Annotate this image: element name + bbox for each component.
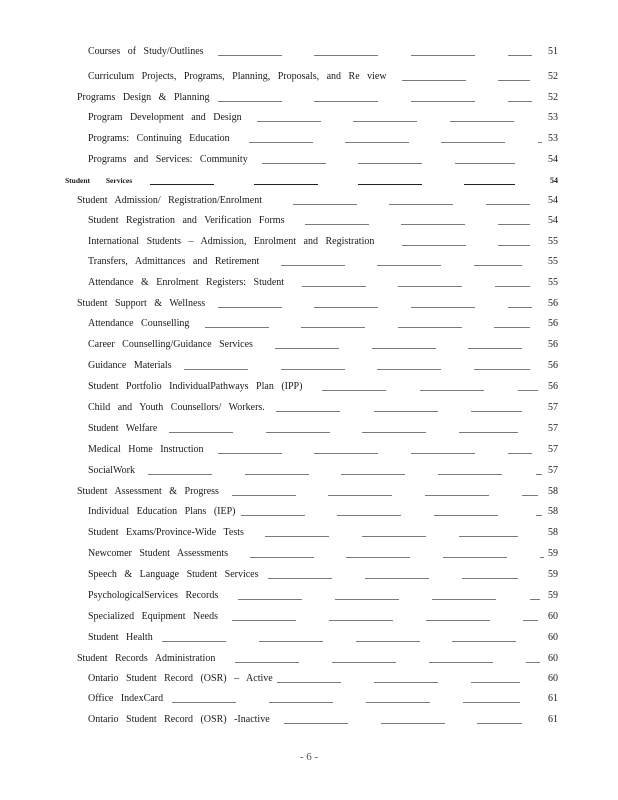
toc-leader-line xyxy=(411,101,475,102)
toc-entry[interactable] xyxy=(0,234,618,250)
toc-leader-line xyxy=(281,369,345,370)
toc-leader-line xyxy=(425,495,489,496)
toc-entry[interactable] xyxy=(0,630,618,646)
toc-entry-page: 56 xyxy=(548,298,558,309)
toc-leader-line xyxy=(402,80,466,81)
toc-leader-line xyxy=(468,348,522,349)
toc-entry-page: 53 xyxy=(548,133,558,144)
toc-entry[interactable] xyxy=(0,131,618,147)
toc-leader-line xyxy=(381,723,445,724)
toc-leader-line xyxy=(241,515,305,516)
toc-leader-line xyxy=(426,620,490,621)
toc-entry[interactable] xyxy=(0,275,618,291)
toc-leader-line xyxy=(148,474,212,475)
toc-leader-line xyxy=(432,599,496,600)
toc-entry[interactable] xyxy=(0,691,618,707)
toc-entry-page: 60 xyxy=(548,611,558,622)
toc-leader-line xyxy=(358,163,422,164)
toc-leader-line xyxy=(411,307,475,308)
toc-entry-page: 52 xyxy=(548,71,558,82)
toc-leader-line xyxy=(169,432,233,433)
toc-leader-line xyxy=(250,557,314,558)
toc-leader-line xyxy=(218,101,282,102)
toc-entry[interactable] xyxy=(0,504,618,520)
toc-leader-line xyxy=(232,620,296,621)
toc-entry-page: 58 xyxy=(548,527,558,538)
toc-entry[interactable] xyxy=(0,671,618,687)
toc-leader-line xyxy=(335,599,399,600)
toc-entry-title: Program Development and Design xyxy=(88,112,242,123)
toc-leader-line xyxy=(322,390,386,391)
toc-leader-line xyxy=(389,204,453,205)
toc-leader-line xyxy=(275,348,339,349)
toc-leader-line xyxy=(257,121,321,122)
toc-entry-page: 57 xyxy=(548,465,558,476)
toc-leader-line xyxy=(293,204,357,205)
toc-leader-line xyxy=(401,224,465,225)
toc-leader-line xyxy=(205,327,269,328)
toc-entry-title: Student Exams/Province-Wide Tests xyxy=(88,527,244,538)
toc-leader-line xyxy=(494,327,530,328)
toc-leader-line xyxy=(398,327,462,328)
toc-entry-title: Student Health xyxy=(88,632,153,643)
toc-leader-line xyxy=(420,390,484,391)
toc-leader-line xyxy=(374,682,438,683)
toc-leader-line xyxy=(452,641,516,642)
toc-leader-line xyxy=(356,641,420,642)
toc-entry-title: Attendance & Enrolment Registers: Student xyxy=(88,277,285,288)
toc-leader-line xyxy=(498,80,530,81)
toc-entry[interactable] xyxy=(0,651,618,667)
toc-entry-title: Newcomer Student Assessments xyxy=(88,548,228,559)
toc-leader-line xyxy=(441,142,505,143)
toc-leader-line xyxy=(459,432,518,433)
toc-leader-line xyxy=(455,163,515,164)
toc-entry-title: Specialized Equipment Needs xyxy=(88,611,218,622)
toc-entry-page: 54 xyxy=(550,176,558,185)
toc-leader-line xyxy=(498,245,530,246)
toc-leader-line xyxy=(429,662,493,663)
toc-leader-line xyxy=(269,702,333,703)
toc-leader-line xyxy=(284,723,348,724)
toc-entry-title: Student Records Administration xyxy=(77,653,216,664)
toc-entry[interactable] xyxy=(0,316,618,332)
toc-entry[interactable] xyxy=(0,358,618,374)
toc-entry-title: SocialWork xyxy=(88,465,135,476)
toc-entry-page: 53 xyxy=(548,112,558,123)
toc-leader-line xyxy=(302,286,366,287)
toc-entry[interactable] xyxy=(0,296,618,312)
toc-entry[interactable] xyxy=(0,379,618,395)
toc-entry-title: Courses of Study/Outlines xyxy=(88,46,204,57)
toc-leader-line xyxy=(411,453,475,454)
toc-section-heading[interactable] xyxy=(0,173,618,189)
toc-leader-line xyxy=(474,369,530,370)
toc-entry-page: 60 xyxy=(548,632,558,643)
toc-leader-line xyxy=(249,142,313,143)
toc-entry-title: Speech & Language Student Services xyxy=(88,569,259,580)
toc-leader-line xyxy=(372,348,436,349)
toc-leader-line xyxy=(328,495,392,496)
toc-leader-line xyxy=(314,101,378,102)
toc-entry-page: 59 xyxy=(548,569,558,580)
toc-entry[interactable] xyxy=(0,442,618,458)
toc-leader-line xyxy=(238,599,302,600)
toc-entry[interactable] xyxy=(0,609,618,625)
toc-entry-page: 61 xyxy=(548,693,558,704)
toc-leader-line xyxy=(450,121,514,122)
toc-entry-title: Programs Design & Planning xyxy=(77,92,210,103)
toc-leader-line xyxy=(486,204,530,205)
toc-entry-page: 60 xyxy=(548,653,558,664)
toc-leader-line xyxy=(362,432,426,433)
toc-leader-line xyxy=(463,702,520,703)
toc-entry-page: 56 xyxy=(548,318,558,329)
toc-leader-line xyxy=(268,578,332,579)
toc-leader-line xyxy=(477,723,522,724)
toc-leader-line xyxy=(314,55,378,56)
toc-leader-line xyxy=(301,327,365,328)
page-number: - 6 - xyxy=(299,751,319,763)
toc-leader-line xyxy=(332,662,396,663)
toc-leader-line xyxy=(276,411,340,412)
toc-leader-line xyxy=(150,184,214,185)
toc-entry-page: 55 xyxy=(548,236,558,247)
toc-entry[interactable] xyxy=(0,421,618,437)
toc-leader-line xyxy=(377,265,441,266)
toc-entry-page: 61 xyxy=(548,714,558,725)
toc-entry[interactable] xyxy=(0,712,618,728)
toc-leader-line xyxy=(374,411,438,412)
toc-leader-line xyxy=(262,163,326,164)
toc-leader-line xyxy=(329,620,393,621)
toc-leader-line xyxy=(254,184,318,185)
toc-leader-line xyxy=(184,369,248,370)
toc-leader-line xyxy=(366,702,430,703)
toc-entry-title: PsychologicalServices Records xyxy=(88,590,219,601)
toc-leader-line xyxy=(443,557,507,558)
toc-entry-title: Transfers, Admittances and Retirement xyxy=(88,256,260,267)
toc-entry-title: Medical Home Instruction xyxy=(88,444,204,455)
toc-leader-line xyxy=(305,224,369,225)
toc-entry-page: 57 xyxy=(548,423,558,434)
toc-leader-line xyxy=(172,702,236,703)
toc-entry-title: Ontario Student Record (OSR) -Inactive xyxy=(88,714,270,725)
toc-leader-line xyxy=(362,536,426,537)
toc-leader-line xyxy=(471,682,520,683)
toc-leader-line xyxy=(341,474,405,475)
toc-leader-line xyxy=(337,515,401,516)
toc-leader-line xyxy=(277,682,341,683)
toc-leader-line xyxy=(265,536,329,537)
toc-leader-line xyxy=(346,557,410,558)
toc-entry[interactable] xyxy=(0,254,618,270)
toc-entry[interactable] xyxy=(0,110,618,126)
toc-entry-title: Ontario Student Record (OSR) – Active xyxy=(88,673,273,684)
toc-entry-page: 55 xyxy=(548,277,558,288)
toc-entry[interactable] xyxy=(0,463,618,479)
toc-entry[interactable] xyxy=(0,213,618,229)
toc-entry-title: Student Admission/ Registration/Enrolment xyxy=(77,195,262,206)
toc-entry[interactable] xyxy=(0,400,618,416)
toc-entry-page: 54 xyxy=(548,215,558,226)
toc-entry-page: 59 xyxy=(548,590,558,601)
toc-entry-page: 58 xyxy=(548,506,558,517)
toc-leader-line xyxy=(474,265,522,266)
toc-entry-title: Student Support & Wellness xyxy=(77,298,206,309)
toc-entry[interactable] xyxy=(0,337,618,353)
toc-entry-title: Curriculum Projects, Programs, Planning, Proposals, and Re view xyxy=(88,71,387,82)
toc-leader-line xyxy=(459,536,518,537)
toc-leader-line xyxy=(398,286,462,287)
toc-leader-line xyxy=(259,641,323,642)
toc-entry-title: Student Assessment & Progress xyxy=(77,486,219,497)
toc-leader-line xyxy=(235,662,299,663)
toc-entry-page: 57 xyxy=(548,444,558,455)
toc-entry-page: 54 xyxy=(548,195,558,206)
toc-leader-line xyxy=(218,453,282,454)
toc-entry-title: Programs: Continuing Education xyxy=(88,133,230,144)
toc-entry-page: 51 xyxy=(548,46,558,57)
toc-leader-line xyxy=(402,245,466,246)
toc-entry-page: 58 xyxy=(548,486,558,497)
toc-entry-page: 59 xyxy=(548,548,558,559)
toc-leader-line xyxy=(411,55,475,56)
toc-leader-line xyxy=(471,411,522,412)
toc-entry[interactable] xyxy=(0,588,618,604)
toc-entry-page: 56 xyxy=(548,339,558,350)
toc-entry[interactable] xyxy=(0,69,618,85)
toc-entry[interactable] xyxy=(0,525,618,541)
toc-leader-line xyxy=(232,495,296,496)
toc-leader-line xyxy=(358,184,422,185)
toc-entry[interactable] xyxy=(0,546,618,562)
toc-entry-page: 60 xyxy=(548,673,558,684)
toc-leader-line xyxy=(281,265,345,266)
toc-entry[interactable] xyxy=(0,193,618,209)
toc-entry-title: Office IndexCard xyxy=(88,693,164,704)
toc-entry-page: 56 xyxy=(548,381,558,392)
toc-entry-page: 56 xyxy=(548,360,558,371)
toc-entry-page: 57 xyxy=(548,402,558,413)
toc-entry[interactable] xyxy=(0,90,618,106)
toc-leader-line xyxy=(266,432,330,433)
toc-leader-line xyxy=(377,369,441,370)
toc-entry-title: Student Portfolio IndividualPathways Plan (IPP) xyxy=(88,381,303,392)
toc-leader-line xyxy=(434,515,498,516)
toc-entry[interactable] xyxy=(0,152,618,168)
toc-entry-page: 55 xyxy=(548,256,558,267)
toc-leader-line xyxy=(245,474,309,475)
toc-entry[interactable] xyxy=(0,567,618,583)
toc-leader-line xyxy=(345,142,409,143)
toc-entry-page: 54 xyxy=(548,154,558,165)
toc-entry-title: Attendance Counselling xyxy=(88,318,190,329)
toc-entry-title: Career Counselling/Guidance Services xyxy=(88,339,253,350)
toc-leader-line xyxy=(162,641,226,642)
toc-leader-line xyxy=(353,121,417,122)
toc-entry-title: Guidance Materials xyxy=(88,360,172,371)
toc-entry[interactable] xyxy=(0,484,618,500)
toc-leader-line xyxy=(464,184,515,185)
toc-entry-title: Child and Youth Counsellors/ Workers. xyxy=(88,402,265,413)
toc-leader-line xyxy=(495,286,530,287)
toc-entry-title: Individual Education Plans (IEP) xyxy=(88,506,236,517)
toc-entry-title: Student Services xyxy=(65,176,133,185)
toc-entry-title: Student Welfare xyxy=(88,423,158,434)
toc-entry-title: International Students – Admission, Enrolment and Registration xyxy=(88,236,375,247)
toc-entry[interactable] xyxy=(0,44,618,60)
toc-leader-line xyxy=(498,224,530,225)
toc-leader-line xyxy=(314,453,378,454)
toc-leader-line xyxy=(314,307,378,308)
toc-leader-line xyxy=(218,307,282,308)
toc-entry-title: Student Registration and Verification Forms xyxy=(88,215,285,226)
toc-leader-line xyxy=(365,578,429,579)
toc-entry-page: 52 xyxy=(548,92,558,103)
toc-leader-line xyxy=(218,55,282,56)
toc-leader-line xyxy=(438,474,502,475)
toc-leader-line xyxy=(462,578,518,579)
toc-entry-title: Programs and Services: Community xyxy=(88,154,248,165)
